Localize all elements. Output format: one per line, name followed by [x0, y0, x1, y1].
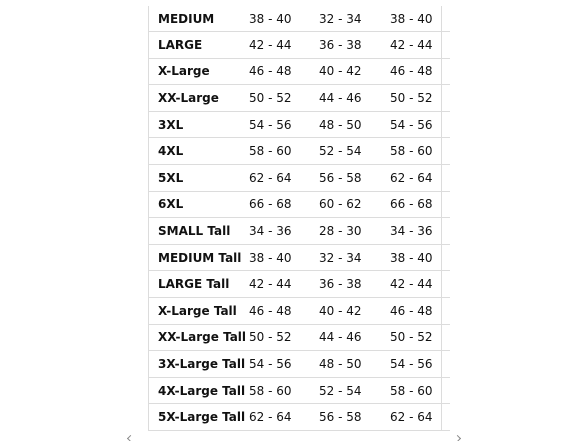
chest-range: 62 - 64	[249, 404, 319, 431]
size-label: XX-Large Tall	[149, 324, 249, 351]
waist-range: 44 - 46	[319, 85, 390, 112]
chest-range: 42 - 44	[249, 271, 319, 298]
waist-range: 60 - 62	[319, 191, 390, 218]
waist-range: 44 - 46	[319, 324, 390, 351]
chest-range: 54 - 56	[249, 351, 319, 378]
waist-range: 32 - 34	[319, 244, 390, 271]
scroll-right-corner-icon	[454, 435, 461, 441]
size-label: 5XL	[149, 164, 249, 191]
table-row	[149, 111, 450, 138]
size-label: LARGE Tall	[149, 271, 249, 298]
neck-range: 46 - 48	[390, 297, 450, 324]
neck-range: 50 - 52	[390, 324, 450, 351]
scroll-left-corner-icon	[127, 435, 134, 441]
size-label: 3XL	[149, 111, 249, 138]
size-chart-table-container[interactable]	[148, 6, 442, 431]
neck-range: 58 - 60	[390, 138, 450, 165]
waist-range: 48 - 50	[319, 111, 390, 138]
neck-range: 50 - 52	[390, 85, 450, 112]
table-row	[149, 85, 450, 112]
waist-range: 56 - 58	[319, 404, 390, 431]
neck-range: 66 - 68	[390, 191, 450, 218]
chest-range: 66 - 68	[249, 191, 319, 218]
size-chart-table	[149, 6, 450, 431]
chest-range: 38 - 40	[249, 6, 319, 32]
neck-range: 38 - 40	[390, 6, 450, 32]
waist-range: 52 - 54	[319, 138, 390, 165]
table-row	[149, 32, 450, 59]
neck-range: 34 - 36	[390, 218, 450, 245]
table-row	[149, 164, 450, 191]
waist-range: 40 - 42	[319, 297, 390, 324]
size-chart-body	[149, 6, 450, 430]
chest-range: 62 - 64	[249, 164, 319, 191]
size-label: LARGE	[149, 32, 249, 59]
neck-range: 42 - 44	[390, 32, 450, 59]
waist-range: 48 - 50	[319, 351, 390, 378]
chest-range: 54 - 56	[249, 111, 319, 138]
waist-range: 52 - 54	[319, 377, 390, 404]
size-label: X-Large	[149, 58, 249, 85]
table-row	[149, 324, 450, 351]
table-row	[149, 377, 450, 404]
table-row	[149, 297, 450, 324]
size-label: X-Large Tall	[149, 297, 249, 324]
table-row	[149, 244, 450, 271]
table-row	[149, 138, 450, 165]
size-label: 4X-Large Tall	[149, 377, 249, 404]
table-row	[149, 404, 450, 431]
size-label: 3X-Large Tall	[149, 351, 249, 378]
chest-range: 50 - 52	[249, 85, 319, 112]
neck-range: 54 - 56	[390, 351, 450, 378]
neck-range: 62 - 64	[390, 164, 450, 191]
waist-range: 40 - 42	[319, 58, 390, 85]
waist-range: 28 - 30	[319, 218, 390, 245]
size-label: 5X-Large Tall	[149, 404, 249, 431]
waist-range: 36 - 38	[319, 271, 390, 298]
chest-range: 38 - 40	[249, 244, 319, 271]
chest-range: 50 - 52	[249, 324, 319, 351]
waist-range: 32 - 34	[319, 6, 390, 32]
waist-range: 56 - 58	[319, 164, 390, 191]
size-label: SMALL Tall	[149, 218, 249, 245]
size-label: XX-Large	[149, 85, 249, 112]
size-label: 6XL	[149, 191, 249, 218]
table-row	[149, 218, 450, 245]
neck-range: 54 - 56	[390, 111, 450, 138]
chest-range: 58 - 60	[249, 377, 319, 404]
chest-range: 46 - 48	[249, 297, 319, 324]
chest-range: 34 - 36	[249, 218, 319, 245]
table-row	[149, 58, 450, 85]
neck-range: 62 - 64	[390, 404, 450, 431]
table-row	[149, 6, 450, 32]
table-row	[149, 271, 450, 298]
neck-range: 42 - 44	[390, 271, 450, 298]
neck-range: 38 - 40	[390, 244, 450, 271]
table-row	[149, 351, 450, 378]
chest-range: 46 - 48	[249, 58, 319, 85]
size-label: 4XL	[149, 138, 249, 165]
chest-range: 58 - 60	[249, 138, 319, 165]
table-row	[149, 191, 450, 218]
neck-range: 46 - 48	[390, 58, 450, 85]
waist-range: 36 - 38	[319, 32, 390, 59]
chest-range: 42 - 44	[249, 32, 319, 59]
size-label: MEDIUM Tall	[149, 244, 249, 271]
size-label: MEDIUM	[149, 6, 249, 32]
neck-range: 58 - 60	[390, 377, 450, 404]
